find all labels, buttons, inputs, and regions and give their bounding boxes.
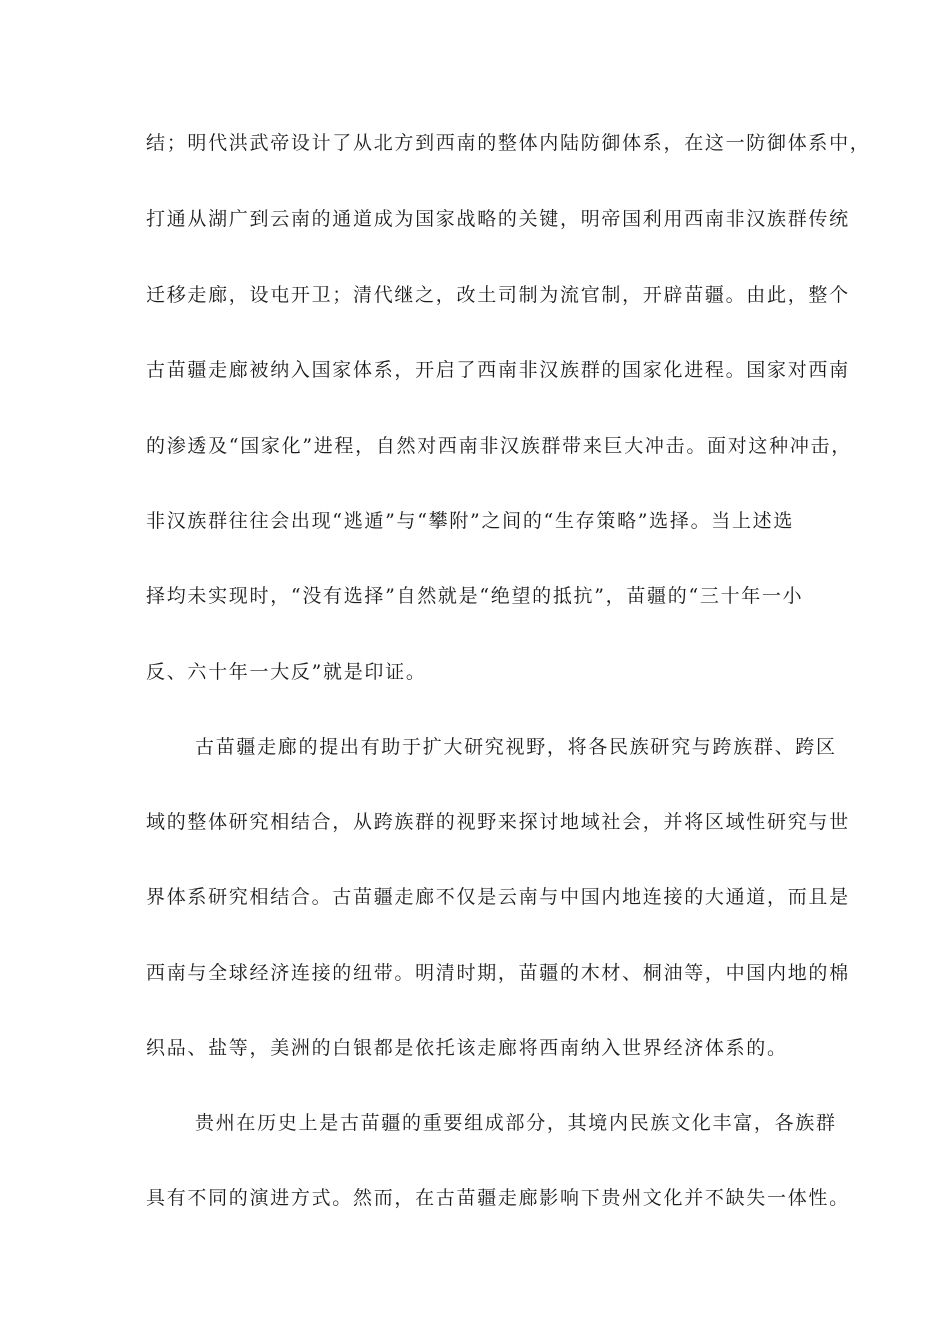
text-line: 具有不同的演进方式。然而，在古苗疆走廊影响下贵州文化并不缺失一体性。 [146,1187,850,1209]
text-line: 西南与全球经济连接的纽带。明清时期，苗疆的木材、桐油等，中国内地的棉 [146,962,850,984]
text-line: 反、六十年一大反”就是印证。 [146,661,427,683]
text-line: 贵州在历史上是古苗疆的重要组成部分，其境内民族文化丰富，各族群 [195,1112,837,1134]
text-line: 打通从湖广到云南的通道成为国家战略的关键，明帝国利用西南非汉族群传统 [146,208,850,230]
text-line: 择均未实现时，“没有选择”自然就是“绝望的抵抗”，苗疆的“三十年一小 [146,585,804,607]
text-line: 结；明代洪武帝设计了从北方到西南的整体内陆防御体系，在这一防御体系中， [146,132,871,154]
text-line: 非汉族群往往会出现“逃遁”与“攀附”之间的“生存策略”选择。当上述选 [146,510,795,532]
text-line: 织品、盐等，美洲的白银都是依托该走廊将西南纳入世界经济体系的。 [146,1037,788,1059]
text-line: 迁移走廊，设屯开卫；清代继之，改土司制为流官制，开辟苗疆。由此，整个 [146,284,850,306]
text-line: 界体系研究相结合。古苗疆走廊不仅是云南与中国内地连接的大通道，而且是 [146,886,850,908]
text-line: 古苗疆走廊的提出有助于扩大研究视野，将各民族研究与跨族群、跨区 [195,736,837,758]
text-line: 域的整体研究相结合，从跨族群的视野来探讨地域社会，并将区域性研究与世 [146,811,850,833]
text-line: 古苗疆走廊被纳入国家体系，开启了西南非汉族群的国家化进程。国家对西南 [146,359,850,381]
text-line: 的渗透及“国家化”进程，自然对西南非汉族群带来巨大冲击。面对这种冲击， [146,435,852,457]
